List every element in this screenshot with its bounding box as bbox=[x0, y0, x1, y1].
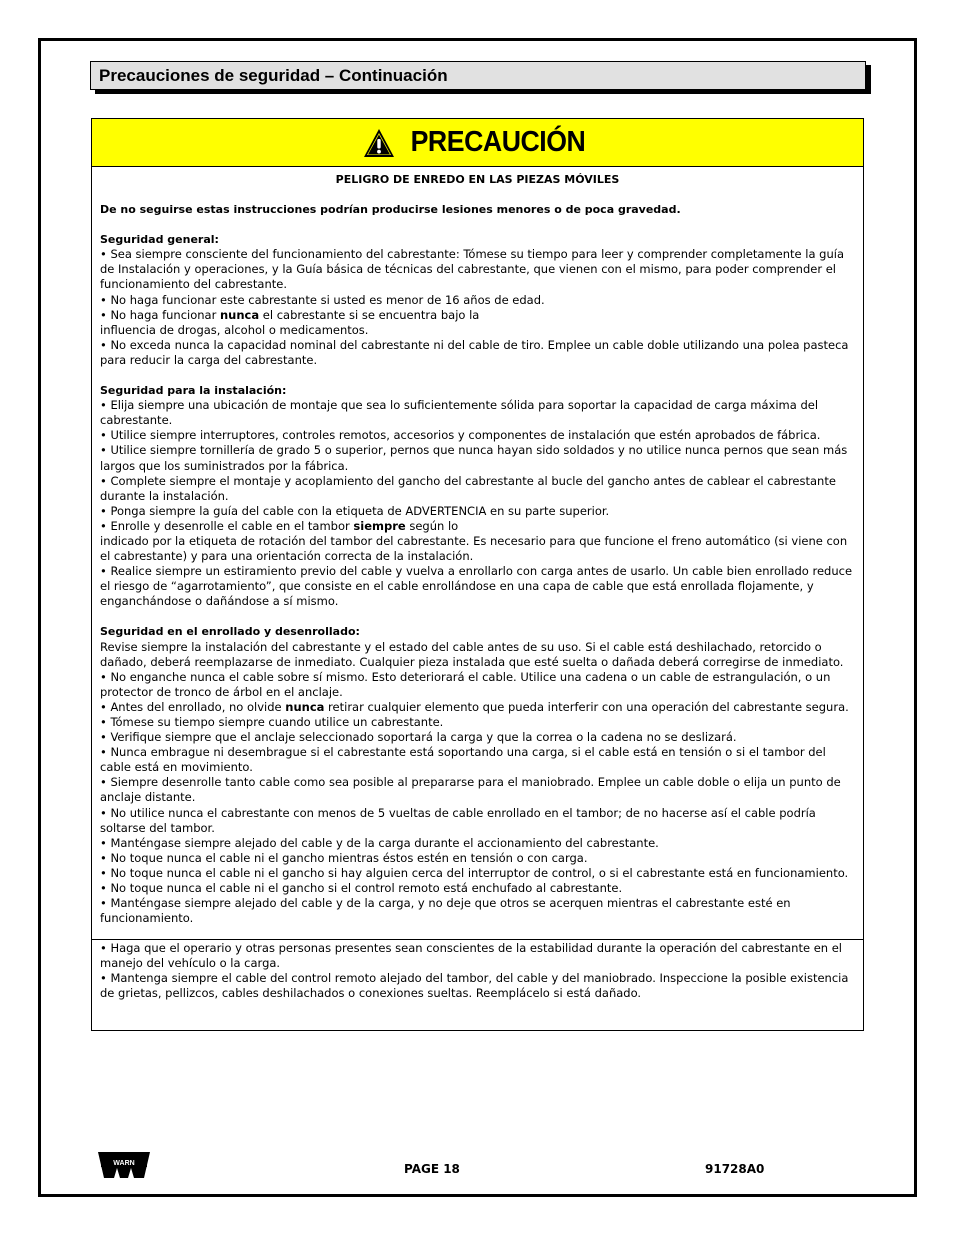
list-item: • Sea siempre consciente del funcionamiento del cabrestante: Tómese su tiempo para leer y comprender completamente la guía de Instalación y operaciones, y la Guía básica de técnicas del cabrestante, que vienen con el mismo, para poder comprender el funcionamiento del cabrestante. bbox=[100, 247, 845, 292]
list-item: • Utilice siempre tornillería de grado 5 o superior, pernos que nunca hayan sido soldados y no utilice nunca pernos que sean más largos que los suministrados por la fábrica. bbox=[100, 443, 848, 473]
caution-banner bbox=[92, 119, 863, 167]
warn-logo bbox=[98, 1152, 150, 1178]
list-item: • Enrolle y desenrolle el cable en el tambor siempre según lo indicado por la etiqueta de rotación del tambor del cabrestante. Es necesario para que funcione el freno automático (si viene con el cabrestante) y para una orientación correcta de la instalación. bbox=[100, 518, 848, 564]
warning-triangle-icon bbox=[363, 128, 395, 158]
list-item: • No utilice nunca el cabrestante con menos de 5 vueltas de cable enrollado en el tambor; de no hacerse así el cable podría soltarse del tambor. bbox=[100, 805, 816, 835]
general-safety-list bbox=[100, 247, 855, 368]
list-item: • Utilice siempre interruptores, controles remotos, accesorios y componentes de instalación que estén aprobados de fábrica. bbox=[100, 428, 821, 443]
section-title: Precauciones de seguridad – Continuación bbox=[99, 66, 448, 85]
list-item: • Haga que el operario y otras personas presentes sean conscientes de la estabilidad durante la operación del cabrestante en el manejo del vehículo o la carga. bbox=[100, 941, 842, 971]
svg-text:WARN: WARN bbox=[113, 1160, 135, 1167]
list-item: • Verifique siempre que el anclaje seleccionado soportará la carga y que la correa o la cadena no se deslizará. bbox=[100, 730, 737, 745]
document-code: 91728A0 bbox=[705, 1162, 765, 1176]
list-item: • No exceda nunca la capacidad nominal del cabrestante ni del cable de tiro. Emplee un cable doble utilizando una polea pasteca para reducir la carga del cabrestante. bbox=[100, 337, 849, 367]
list-item: • Antes del enrollado, no olvide nunca retirar cualquier elemento que pueda interferir con una operación del cabrestante segura. bbox=[100, 699, 849, 714]
list-item: • Tómese su tiempo siempre cuando utilice un cabrestante. bbox=[100, 715, 444, 729]
list-item: • No toque nunca el cable ni el gancho mientras éstos estén en tensión o con carga. bbox=[100, 850, 588, 865]
installation-safety-list bbox=[100, 398, 855, 609]
hazard-title: PELIGRO DE ENREDO EN LAS PIEZAS MÓVILES bbox=[335, 173, 620, 186]
spooling-safety-list bbox=[100, 640, 855, 927]
list-item: • Nunca embrague ni desembrague si el cabrestante está soportando una carga, si el cable está en tensión o si el tambor del cable está en movimiento. bbox=[100, 745, 826, 775]
installation-safety-heading: Seguridad para la instalación: bbox=[100, 384, 287, 398]
list-item: • Elija siempre una ubicación de montaje que sea lo suficientemente sólida para soportar la capacidad de carga máxima del cabrestante. bbox=[100, 398, 819, 428]
section-header bbox=[90, 61, 866, 90]
caution-title: PRECAUCIÓN bbox=[410, 126, 585, 158]
lower-section bbox=[92, 939, 863, 1001]
caution-body bbox=[92, 167, 863, 926]
spooling-safety-heading: Seguridad en el enrollado y desenrollado: bbox=[100, 625, 360, 639]
list-item: • Realice siempre un estiramiento previo del cable y vuelva a enrollarlo con carga antes de usarlo. Un cable bien enrollado reduce el riesgo de “agarrotamiento”, que consiste en el cable enrollándose en una capa de cable que está enrollada flojamente, y enganchándose o dañándose a sí mismo. bbox=[100, 564, 853, 609]
list-item: • No haga funcionar nunca el cabrestante si se encuentra bajo la influencia de drogas, alcohol o medicamentos. bbox=[100, 307, 480, 337]
consequence-statement: De no seguirse estas instrucciones podrían producirse lesiones menores o de poca gravedad. bbox=[100, 203, 681, 217]
list-item: • Siempre desenrolle tanto cable como sea posible al prepararse para el maniobrado. Emplee un cable doble o elija un punto de anclaje distante. bbox=[100, 775, 841, 805]
list-item: • No haga funcionar este cabrestante si usted es menor de 16 años de edad. bbox=[100, 292, 545, 307]
list-item: • Manténgase siempre alejado del cable y de la carga, y no deje que otros se acerquen mientras el cabrestante esté en funcionamiento. bbox=[100, 896, 791, 926]
page-number: PAGE 18 bbox=[404, 1162, 460, 1176]
list-item: Revise siempre la instalación del cabrestante y el estado del cable antes de su uso. Si el cable está deshilachado, retorcido o dañado, deberá reemplazarse de inmediato. Cualquier pieza instalada que esté suelta o dañada deberá corregirse de inmediato. bbox=[100, 639, 844, 669]
list-item: • Ponga siempre la guía del cable con la etiqueta de ADVERTENCIA en su parte superior. bbox=[100, 503, 610, 518]
list-item: • Manténgase siempre alejado del cable y de la carga durante el accionamiento del cabrestante. bbox=[100, 835, 659, 850]
caution-box bbox=[91, 118, 864, 1031]
general-safety-heading: Seguridad general: bbox=[100, 233, 219, 247]
list-item: • No enganche nunca el cable sobre sí mismo. Esto deteriorará el cable. Utilice una cadena o un cable de estrangulación, o un protector de tronco de árbol en el anclaje. bbox=[100, 669, 831, 699]
list-item: • Mantenga siempre el cable del control remoto alejado del tambor, del cable y del maniobrado. Inspeccione la posible existencia de grietas, pellizcos, cables deshilachados o conexiones sueltas. Reemplácelo si está dañado. bbox=[100, 971, 849, 1001]
list-item: • No toque nunca el cable ni el gancho si hay alguien cerca del interruptor de control, o si el cabrestante está en funcionamiento. bbox=[100, 865, 849, 880]
list-item: • Complete siempre el montaje y acoplamiento del gancho del cabrestante al bucle del gancho antes de cablear el cabrestante durante la instalación. bbox=[100, 473, 836, 503]
list-item: • No toque nunca el cable ni el gancho si el control remoto está enchufado al cabrestante. bbox=[100, 881, 623, 896]
